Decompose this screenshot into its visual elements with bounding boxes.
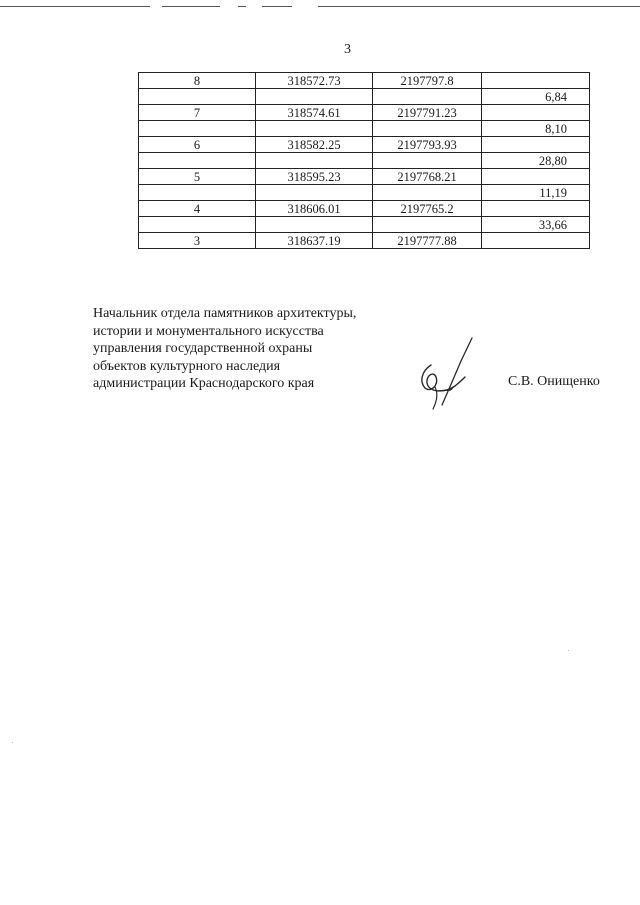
x-coordinate-cell: 318582.25 [256,137,373,153]
coordinates-table [138,72,590,249]
x-coordinate-cell: 318572.73 [256,73,373,89]
x-coordinate-cell [256,185,373,201]
point-number-cell: 6 [139,137,256,153]
y-coordinate-cell [373,89,482,105]
table-row [139,105,590,121]
point-number-cell: 7 [139,105,256,121]
signatory-title-line: управления государственной охраны [93,341,313,356]
table-row [139,121,590,137]
y-coordinate-cell [373,217,482,233]
point-number-cell: 3 [139,233,256,249]
x-coordinate-cell: 318606.01 [256,201,373,217]
x-coordinate-cell [256,153,373,169]
point-number-cell [139,89,256,105]
handwritten-signature [405,335,485,415]
signatory-title [93,305,356,393]
x-coordinate-cell [256,89,373,105]
distance-cell: 8,10 [482,121,590,137]
point-number-cell [139,153,256,169]
table-row [139,153,590,169]
distance-cell: 33,66 [482,217,590,233]
point-number-cell: 4 [139,201,256,217]
signatory-title-line: объектов культурного наследия [93,358,281,374]
y-coordinate-cell [373,121,482,137]
distance-cell [482,201,590,217]
table-row [139,169,590,185]
y-coordinate-cell: 2197777.88 [373,233,482,249]
y-coordinate-cell: 2197765.2 [373,201,482,217]
point-number-cell: 5 [139,169,256,185]
signatory-title-line: администрации Краснодарского края [93,376,315,391]
table-row [139,201,590,217]
table-row [139,217,590,233]
x-coordinate-cell: 318574.61 [256,105,373,121]
distance-cell [482,105,590,121]
top-scan-rule [0,6,640,7]
y-coordinate-cell: 2197768.21 [373,169,482,185]
distance-cell: 28,80 [482,153,590,169]
x-coordinate-cell [256,121,373,137]
y-coordinate-cell: 2197791.23 [373,105,482,121]
y-coordinate-cell [373,153,482,169]
distance-cell [482,233,590,249]
table-row [139,89,590,105]
x-coordinate-cell [256,217,373,233]
y-coordinate-cell [373,185,482,201]
table-row [139,185,590,201]
point-number-cell [139,217,256,233]
x-coordinate-cell: 318637.19 [256,233,373,249]
signer-name: С.В. Онищенко [508,374,600,389]
distance-cell [482,169,590,185]
y-coordinate-cell: 2197797.8 [373,73,482,89]
y-coordinate-cell: 2197793.93 [373,137,482,153]
table-row [139,233,590,249]
distance-cell: 11,19 [482,185,590,201]
signatory-title-line: истории и монументального искусства [93,323,324,339]
x-coordinate-cell: 318595.23 [256,169,373,185]
table-row [139,73,590,89]
signatory-title-line: Начальник отдела памятников архитектуры, [93,306,357,321]
page-number: 3 [344,42,351,57]
point-number-cell: 8 [139,73,256,89]
scan-speck [12,742,13,743]
point-number-cell [139,121,256,137]
point-number-cell [139,185,256,201]
distance-cell: 6,84 [482,89,590,105]
distance-cell [482,137,590,153]
scan-speck [568,650,569,651]
coordinates-table-body [139,73,590,249]
table-row [139,137,590,153]
distance-cell [482,73,590,89]
